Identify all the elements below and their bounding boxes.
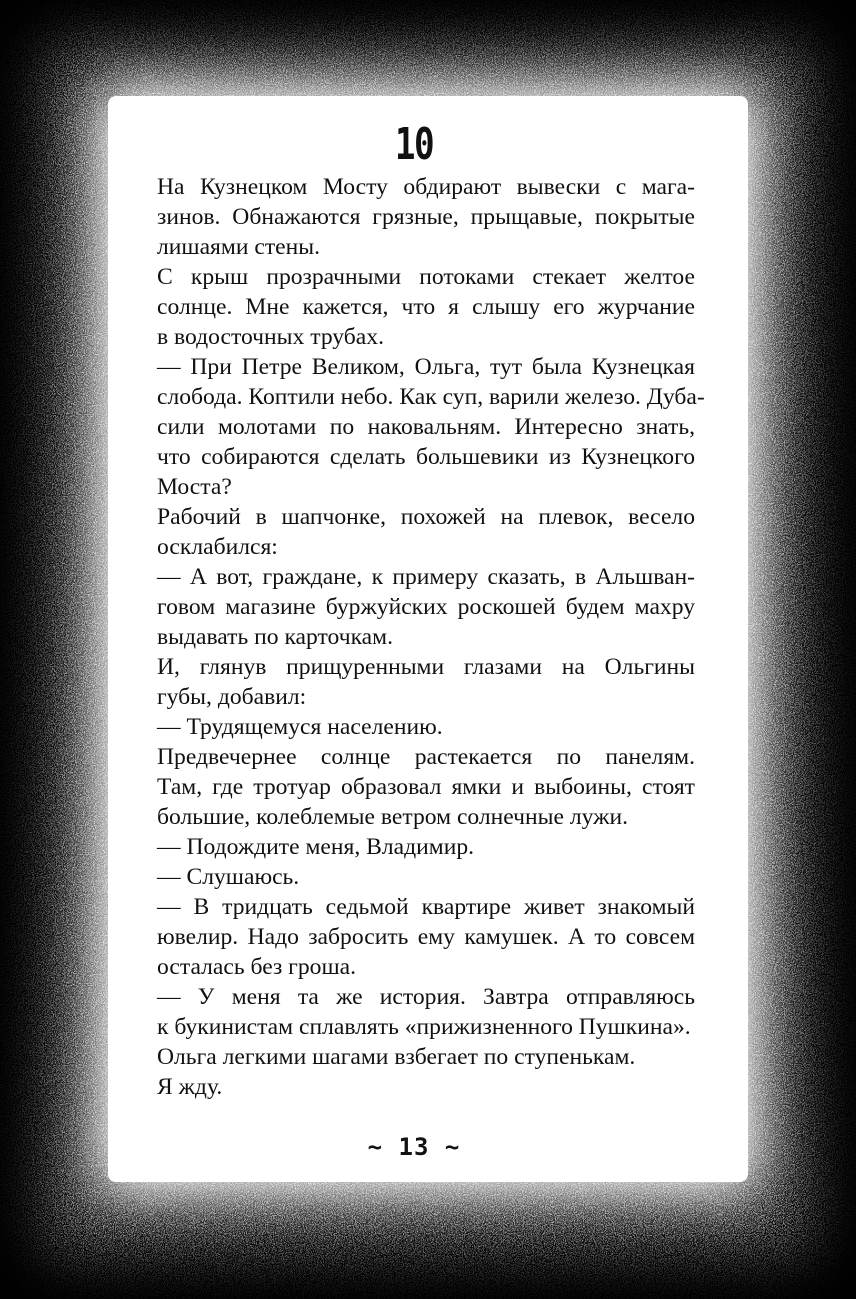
paragraph (133, 652, 695, 712)
text-line: говом магазине буржуйских роскошей будем махру (157, 594, 695, 620)
paragraph (133, 352, 705, 502)
paragraph (133, 892, 695, 982)
text-line: слобода. Коптили небо. Как суп, варили железо. Дуба- (157, 384, 705, 410)
text-line: что собираются сделать большевики из Кузнецкого (157, 444, 695, 470)
text-line: выдавать по карточкам. (157, 624, 393, 650)
chapter-number: 10 (394, 119, 434, 170)
text-line: осталась без гроша. (157, 954, 356, 980)
text-line: — Слушаюсь. (157, 864, 300, 890)
paragraph (133, 262, 695, 352)
text-line: — Трудящемуся населению. (157, 714, 443, 740)
paragraph (133, 982, 695, 1042)
text-line: Моста? (157, 474, 232, 500)
page-number: ~ 13 ~ (367, 1133, 461, 1161)
text-line: — У меня та же история. Завтра отправляюсь (157, 984, 695, 1010)
text-line: лишаями стены. (157, 234, 320, 260)
text-line: губы, добавил: (157, 684, 307, 710)
text-line: Там, где тротуар образовал ямки и выбоины, стоят (157, 774, 695, 800)
paragraph (133, 562, 695, 652)
text-line: На Кузнецком Мосту обдирают вывески с мага- (157, 174, 695, 200)
paragraph (133, 172, 695, 262)
text-line: — В тридцать седьмой квартире живет знакомый (157, 894, 695, 920)
text-line: сили молотами по наковальням. Интересно знать, (157, 414, 695, 440)
text-line: Предвечернее солнце растекается по панелям. (157, 744, 695, 770)
text-line: — Подождите меня, Владимир. (157, 834, 475, 860)
text-line: зинов. Обнажаются грязные, прыщавые, покрытые (157, 204, 695, 230)
text-line: осклабился: (157, 534, 278, 560)
paragraph (133, 1042, 695, 1072)
text-line: в водосточных трубах. (157, 324, 384, 350)
text-line: к букинистам сплавлять «прижизненного Пушкина». (157, 1014, 691, 1040)
body-text (133, 172, 705, 1102)
text-line: солнце. Мне кажется, что я слышу его журчание (157, 294, 695, 320)
paragraph (133, 502, 695, 562)
paragraph (133, 832, 695, 862)
text-line: И, глянув прищуренными глазами на Ольгины (157, 654, 695, 680)
text-line: С крыш прозрачными потоками стекает желтое (157, 264, 695, 290)
text-line: — При Петре Великом, Ольга, тут была Кузнецкая (157, 354, 695, 380)
text-line: большие, колеблемые ветром солнечные лужи. (157, 804, 628, 830)
text-line: ювелир. Надо забросить ему камушек. А то совсем (157, 924, 695, 950)
text-line: Я жду. (157, 1074, 223, 1100)
text-line: — А вот, граждане, к примеру сказать, в Альшван- (157, 564, 695, 590)
paragraph (133, 712, 695, 742)
text-line: Рабочий в шапчонке, похожей на плевок, весело (157, 504, 695, 530)
text-line: Ольга легкими шагами взбегает по ступенькам. (157, 1044, 636, 1070)
paragraph (133, 742, 695, 832)
paragraph (133, 862, 695, 892)
paragraph (133, 1072, 695, 1102)
